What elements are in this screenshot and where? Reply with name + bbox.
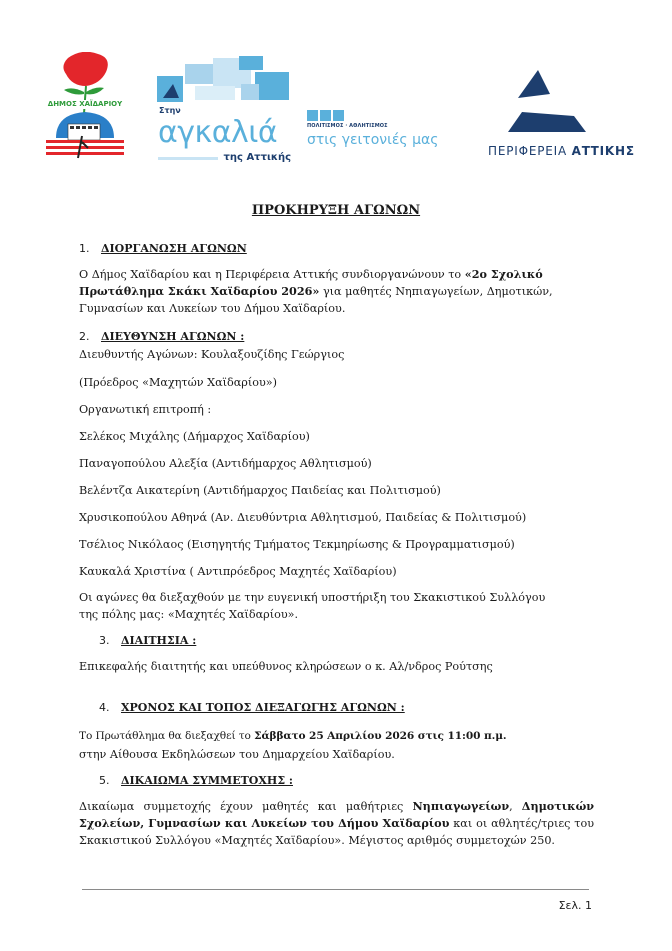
committee-member: Παναγοπούλου Αλεξία (Αντιδήμαρχος Αθλητισμού) — [79, 457, 372, 470]
event-datetime: Σάββατο 25 Απριλίου 2026 στις 11:00 π.μ. — [254, 730, 507, 742]
agkalia-underline — [158, 157, 218, 160]
section-4-heading — [99, 700, 405, 715]
geitonies-logo — [307, 110, 477, 154]
section-label: ΧΡΟΝΟΣ ΚΑΙ ΤΟΠΟΣ ΔΙΕΞΑΓΩΓΗΣ ΑΓΩΝΩΝ : — [121, 701, 405, 714]
committee-member: Χρυσικοπούλου Αθηνά (Αν. Διευθύντρια Αθλητισμού, Παιδείας & Πολιτισμού) — [79, 511, 527, 524]
section-4-venue-line: στην Αίθουσα Εκδηλώσεων του Δημαρχείου Χαϊδαρίου. — [79, 748, 395, 761]
section-5-body — [79, 798, 594, 849]
section-3-heading — [99, 633, 196, 648]
text-run: Ο Δήμος Χαϊδαρίου και η Περιφέρεια Αττικής συνδιοργανώνουν το — [79, 268, 465, 281]
section-number: 4. — [99, 701, 110, 714]
text-run: και οι αθλητές/τριες του Σκακιστικού Συλλόγου «Μαχητές Χαϊδαρίου». Μέγιστος αριθμός συμμετοχών 250. — [79, 817, 594, 847]
page-number: Σελ. 1 — [558, 899, 592, 912]
geitonies-word: στις γειτονιές μας — [307, 132, 439, 148]
section-number: 5. — [99, 774, 110, 787]
section-number: 1. — [79, 242, 90, 255]
section-label: ΔΙΑΙΤΗΣΙΑ : — [121, 634, 197, 647]
section-number: 3. — [99, 634, 110, 647]
section-1-body — [79, 266, 594, 317]
document-title: ΠΡΟΚΗΡΥΞΗ ΑΓΩΝΩΝ — [251, 203, 421, 218]
attiki-triangle-icon — [488, 68, 633, 138]
committee-member: Τσέλιος Νικόλαος (Εισηγητής Τμήματος Τεκμηρίωσης & Προγραμματισμού) — [79, 538, 515, 551]
music-icon — [320, 110, 331, 121]
agkalia-suffix: της Αττικής — [223, 152, 291, 163]
committee-member: Καυκαλά Χριστίνα ( Αντιπρόεδρος Μαχητές Χαϊδαρίου) — [79, 565, 397, 578]
attiki-wordmark — [488, 144, 635, 158]
section-number: 2. — [79, 330, 90, 343]
section-3-body: Επικεφαλής διαιτητής και υπεύθυνος κληρώσεων ο κ. Αλ/νδρος Ρούτσης — [79, 660, 493, 673]
text-run: για μαθητές Νηπιαγωγείων, Δημοτικών, Γυμνασίων και Λυκείων του Δήμου Χαϊδαρίου. — [79, 285, 553, 315]
section-5-heading — [99, 773, 293, 788]
eligible-group: Νηπιαγωγείων — [412, 799, 510, 813]
chaidari-logo-text: ΔΗΜΟΣ ΧΑΪΔΑΡΙΟΥ — [42, 100, 128, 109]
culture-icon — [307, 110, 318, 121]
text-run: Το Πρωτάθλημα θα διεξαχθεί το — [79, 730, 255, 742]
agkalia-attikis-logo — [155, 56, 295, 168]
director-role-line: (Πρόεδρος «Μαχητών Χαϊδαρίου») — [79, 376, 278, 389]
sport-icon — [333, 110, 344, 121]
section-1-heading — [79, 241, 247, 256]
houses-graphic-icon — [155, 56, 295, 104]
chaidari-municipality-logo — [42, 52, 128, 164]
geitonies-caption: ΠΟΛΙΤΙΣΜΟΣ · ΑΘΛΗΤΙΣΜΟΣ — [307, 123, 388, 129]
eligible-group: Δημοτικών Σχολείων, Γυμνασίων και Λυκείων του Δήμου Χαϊδαρίου — [79, 799, 594, 830]
championship-name: «2ο Σχολικό Πρωτάθλημα Σκάκι Χαϊδαρίου 2026» — [79, 267, 543, 298]
director-line: Διευθυντής Αγώνων: Κουλαξουζίδης Γεώργιος — [79, 348, 345, 361]
geitonies-icon-set — [307, 110, 344, 121]
section-label: ΔΙΕΥΘΥΝΣΗ ΑΓΩΝΩΝ : — [101, 330, 245, 343]
support-paragraph: Οι αγώνες θα διεξαχθούν με την ευγενική υποστήριξη του Σκακιστικού Συλλόγου της πόλης μας: «Μαχητές Χαϊδαρίου». — [79, 591, 546, 621]
section-4-date-line — [79, 729, 506, 744]
footer-divider — [82, 889, 589, 890]
attiki-word-light: ΠΕΡΙΦΕΡΕΙΑ — [488, 144, 567, 158]
committee-member: Βελέντζα Αικατερίνη (Αντιδήμαρχος Παιδείας και Πολιτισμού) — [79, 484, 441, 497]
attiki-word-bold: ΑΤΤΙΚΗΣ — [571, 144, 635, 158]
perifereia-attikis-logo — [488, 68, 638, 160]
agkalia-prefix: Στην — [159, 106, 181, 115]
committee-member: Σελέκος Μιχάλης (Δήμαρχος Χαϊδαρίου) — [79, 430, 310, 443]
section-2-heading — [79, 329, 244, 344]
text-run: , — [509, 800, 522, 813]
section-label: ΔΙΚΑΙΩΜΑ ΣΥΜΜΕΤΟΧΗΣ : — [121, 774, 293, 787]
text-run: Δικαίωμα συμμετοχής έχουν μαθητές και μαθήτριες — [79, 800, 413, 813]
committee-label: Οργανωτική επιτροπή : — [79, 403, 212, 416]
section-label: ΔΙΟΡΓΑΝΩΣΗ ΑΓΩΝΩΝ — [101, 242, 247, 255]
agkalia-word: αγκαλιά — [158, 115, 278, 150]
